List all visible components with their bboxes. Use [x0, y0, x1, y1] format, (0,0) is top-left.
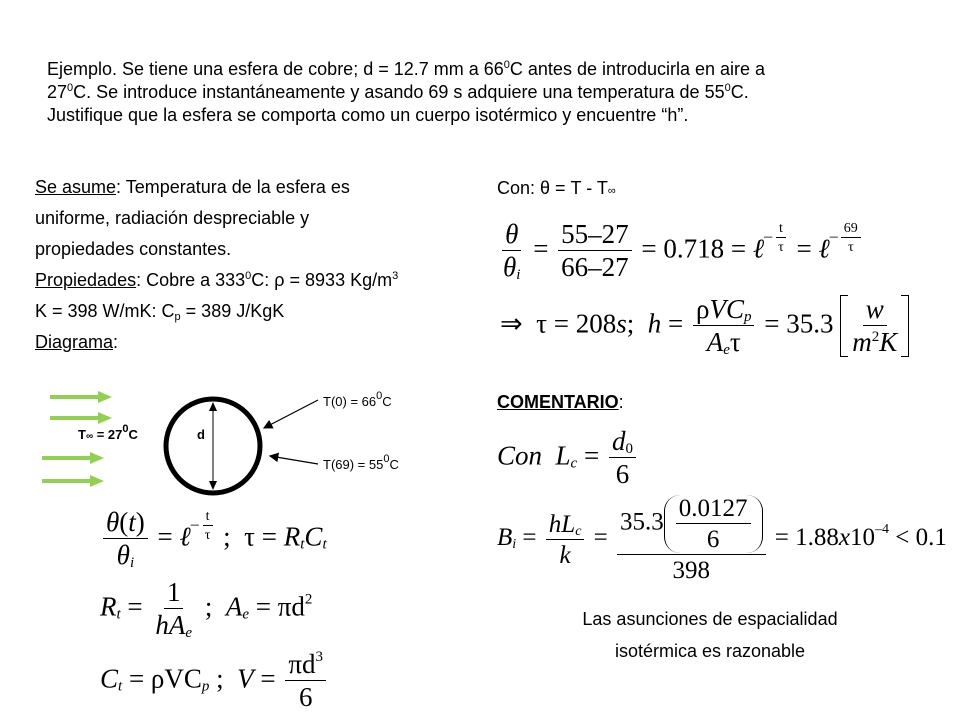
- assumptions-line-1: Se asume: Temperatura de la esfera es: [35, 177, 350, 197]
- biot-number-equation: $B_i$ = $\frac{hL_c}{k}$ = 35.3 $\frac{0.0127}{6}$ 398 = $1.88x10^{-4} < 0.1$: [497, 495, 947, 584]
- diagram-label: Diagrama: [35, 332, 114, 352]
- conclusion-text: [530, 603, 890, 667]
- initial-temperature-label: $T(0) = 66^0C$: [323, 390, 392, 409]
- resistance-area-equation: $R_t$ = $\frac{1}{hA_e}$ ; $A_e = \pi d^2$: [100, 577, 313, 642]
- t0-pointer: [264, 400, 318, 428]
- conclusion-line-2: isotérmica es razonable: [614, 641, 806, 661]
- comment-label: COMENTARIO: [497, 392, 619, 412]
- properties-label: Propiedades: [35, 270, 137, 290]
- capacitance-volume-equation: $C_t = \rho VC_p$ ; V = $\frac{\pi d^3}{6}$: [100, 650, 329, 712]
- characteristic-length-equation: Con $L_c$ = $\frac{d_0}{6}$: [497, 427, 639, 489]
- theta-definition: Con: θ = T - T∞: [497, 178, 616, 198]
- assumptions-line-3: propiedades constantes.: [35, 239, 232, 259]
- assumptions-line-2: uniforme, radiación despreciable y: [35, 208, 310, 228]
- problem-line-1: Ejemplo. Se tiene una esfera de cobre; d = 12.7 mm a $66^0C$ antes de introducirla en aire a: [47, 59, 766, 79]
- flow-arrow: [50, 391, 112, 403]
- problem-line-2: $27^0C$. Se introduce instantáneamente y asando 69 s adquiere una temperatura de $55^0C$.: [47, 82, 749, 102]
- properties-line-1: Propiedades: Cobre a $333^0C$: ρ = 8933 $Kg/m^3$: [35, 270, 399, 290]
- comment-heading: COMENTARIO:: [497, 392, 624, 412]
- flow-arrow: [42, 475, 104, 487]
- problem-line-3: Justifique que la esfera se comporta como un cuerpo isotérmico y encuentre “h”.: [47, 105, 689, 125]
- diagram-heading: Diagrama:: [35, 332, 119, 352]
- ambient-temperature-label: $T\infty = 27^0C$: [78, 423, 138, 442]
- flow-arrow: [50, 412, 112, 424]
- tau-h-equation: ⇒ τ = 208s; h = $\frac{\rho VC_p}{A_e\tau}$ = 35.3 $\frac{w}{m^2K}$: [500, 295, 909, 357]
- final-temperature-label: $T(69) = 55^0C$: [323, 453, 399, 472]
- diameter-label: d: [197, 427, 205, 442]
- properties-line-2: K = 398 W/mK: $C_p = 389$ J/KgK: [35, 301, 285, 323]
- theta-time-equation: $\frac{\theta(t)}{\theta_i}$ = ℓ$^{- \frac{t}{\tau}}$ ; $\tau = R_tC_t$: [100, 508, 327, 570]
- t69-pointer: [270, 456, 318, 464]
- flow-arrow: [42, 452, 104, 464]
- temperature-ratio-equation: $\frac{\theta}{\theta_i}$ = $\frac{55-27}{66-27}$ = 0.718 = ℓ$^{- \frac{t}{\tau}}$ = ℓ$^{- \frac{69}{\tau}}$: [497, 220, 864, 282]
- assumptions-label: Se asume: [35, 177, 117, 197]
- conclusion-line-1: Las asunciones de espacialidad: [582, 609, 838, 629]
